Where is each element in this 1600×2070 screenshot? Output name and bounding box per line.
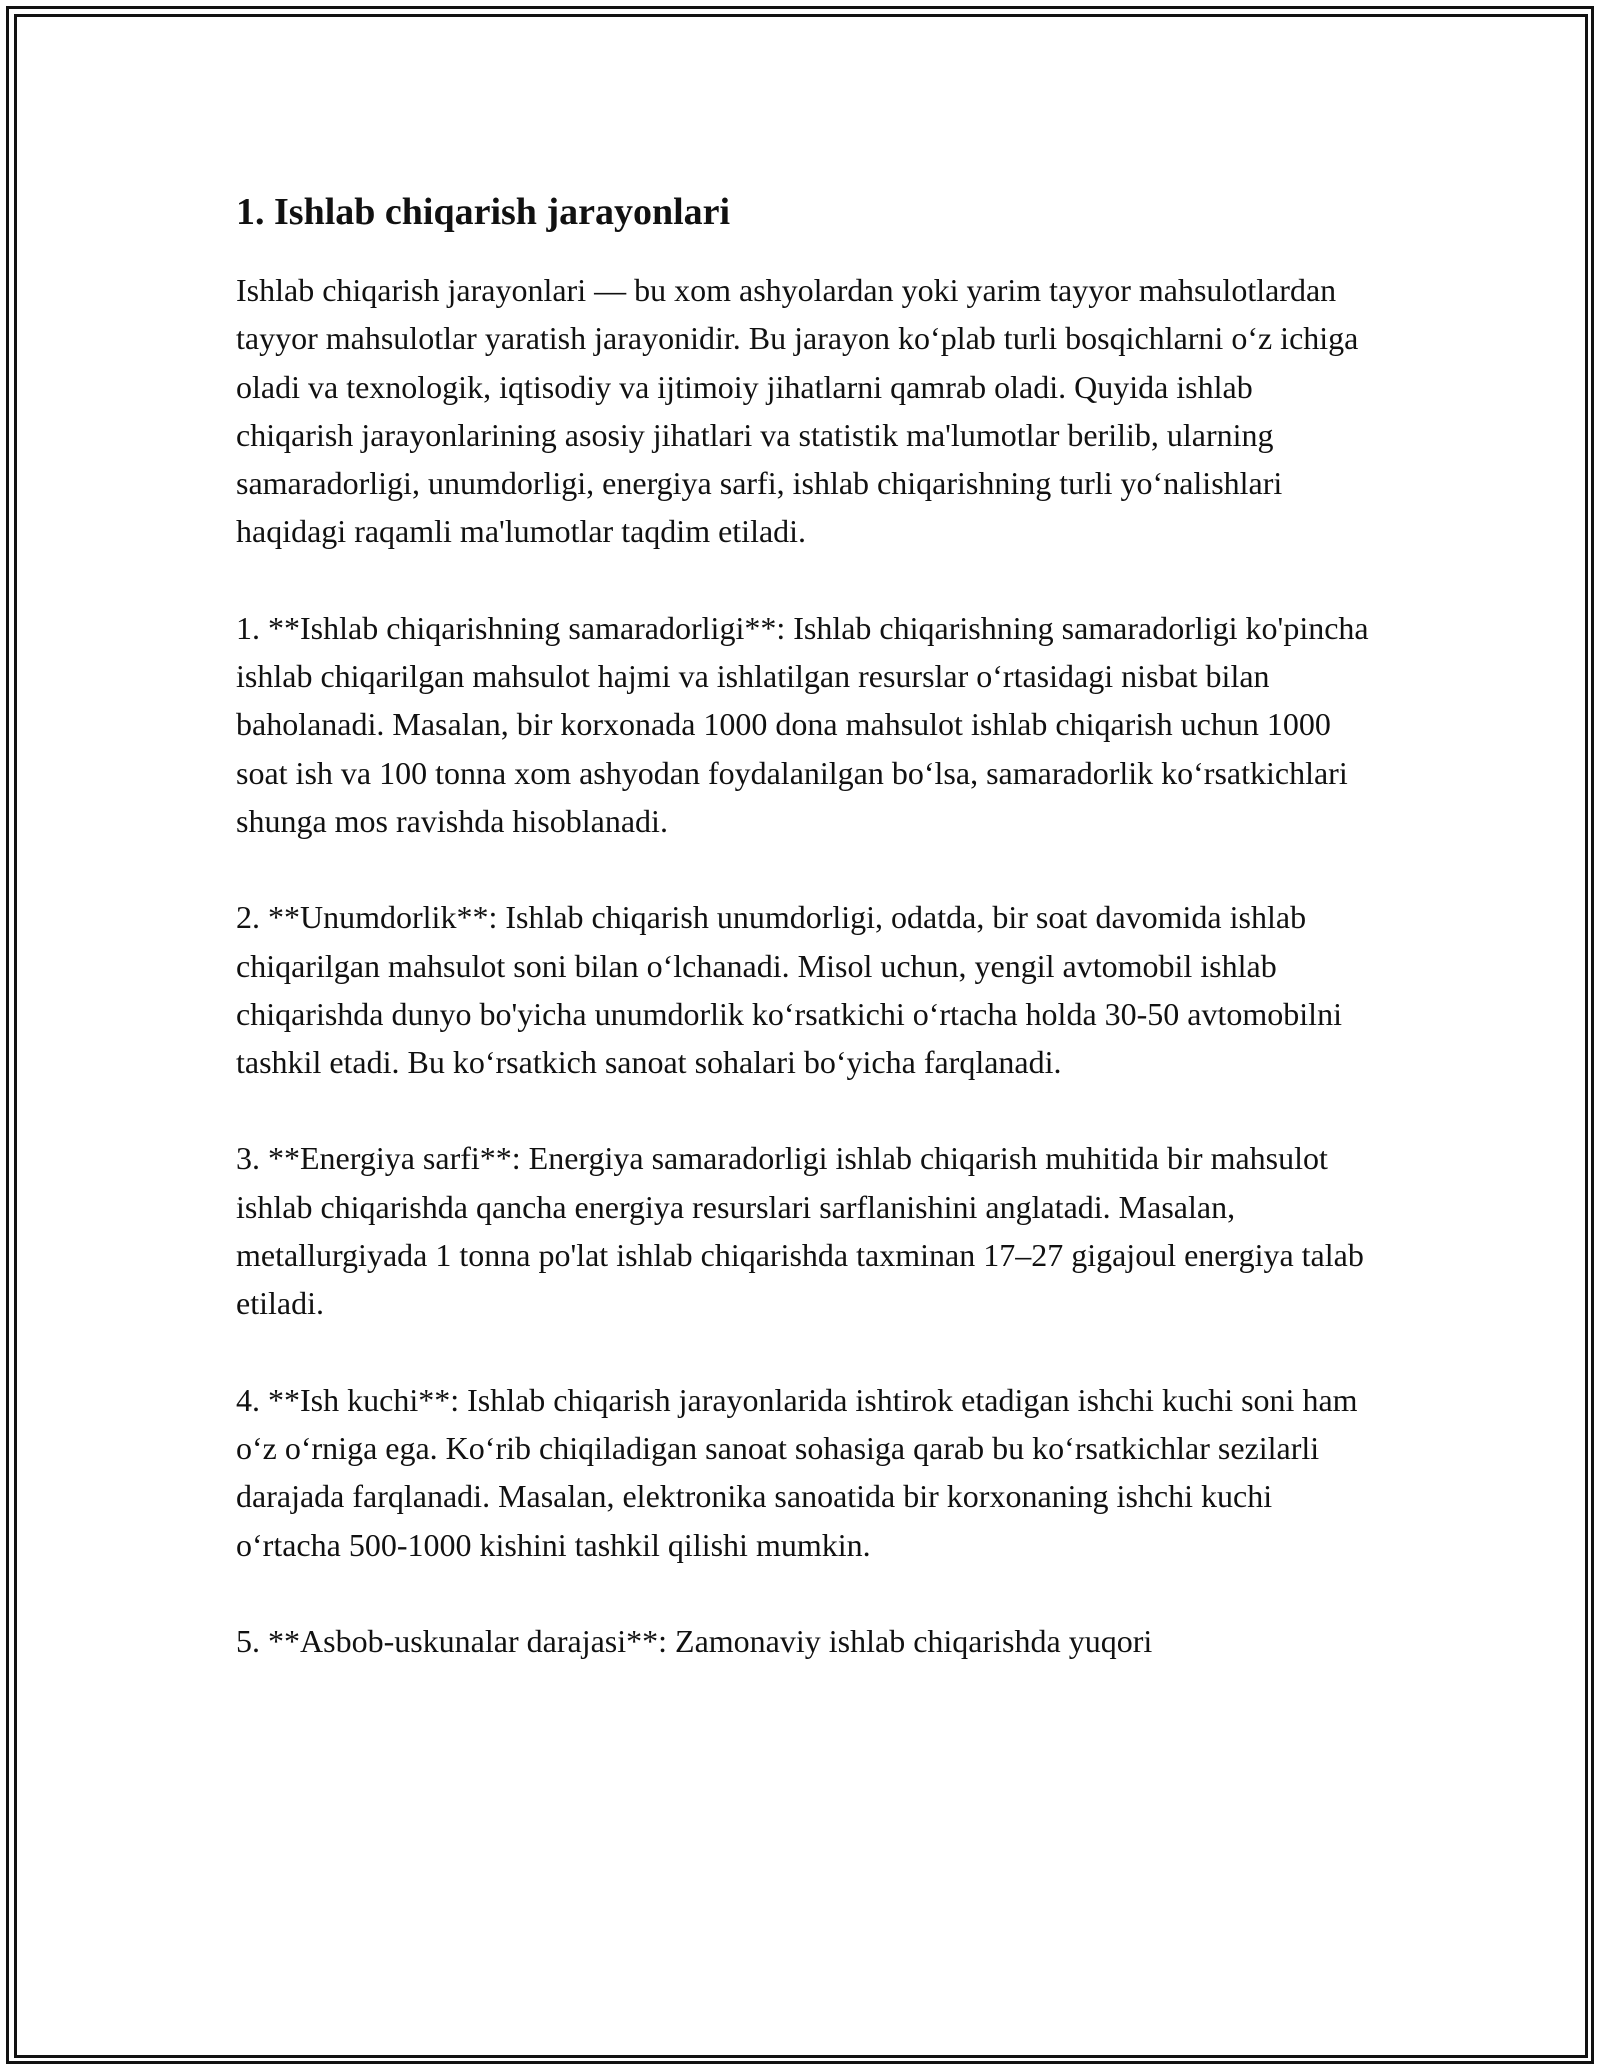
item-energy-paragraph: 3. **Energiya sarfi**: Energiya samaradorligi ishlab chiqarish muhitida bir mahsulot ishlab chiqarishda qancha energiya resurslari sarflanishini anglatadi. Masalan, metallurgiyada 1 tonna po'lat ishlab chiqarishda taxminan 17–27 gigajoul energiya talab etiladi. (236, 1140, 1364, 1322)
item-efficiency-paragraph: 1. **Ishlab chiqarishning samaradorligi**: Ishlab chiqarishning samaradorligi ko'pincha ishlab chiqarilgan mahsulot hajmi va ishlatilgan resurslar o‘rtasidagi nisbat bilan baholanadi. Masalan, bir korxonada 1000 dona mahsulot ishlab chiqarish uchun 1000 soat ish va 100 tonna xom ashyodan foydalanilgan bo‘lsa, samaradorlik ko‘rsatkichlari shunga mos ravishda hisoblanadi. (236, 609, 1369, 839)
document-body (236, 186, 1376, 1713)
item-equipment-paragraph: 5. **Asbob-uskunalar darajasi**: Zamonaviy ishlab chiqarishda yuqori (236, 1622, 1153, 1659)
section-heading: 1. Ishlab chiqarish jarayonlari (236, 191, 731, 233)
item-productivity-paragraph: 2. **Unumdorlik**: Ishlab chiqarish unumdorligi, odatda, bir soat davomida ishlab chiqarilgan mahsulot soni bilan o‘lchanadi. Misol uchun, yengil avtomobil ishlab chiqarishda dunyo bo'yicha unumdorlik ko‘rsatkichi o‘rtacha holda 30-50 avtomobilni tashkil etadi. Bu ko‘rsatkich sanoat sohalari bo‘yicha farqlanadi. (236, 899, 1342, 1081)
intro-paragraph: Ishlab chiqarish jarayonlari — bu xom ashyolardan yoki yarim tayyor mahsulotlardan tayyor mahsulotlar yaratish jarayonidir. Bu jarayon ko‘plab turli bosqichlarni o‘z ichiga oladi va texnologik, iqtisodiy va ijtimoiy jihatlarni qamrab oladi. Quyida ishlab chiqarish jarayonlarining asosiy jihatlari va statistik ma'lumotlar berilib, ularning samaradorligi, unumdorligi, energiya sarfi, ishlab chiqarishning turli yo‘nalishlari haqidagi raqamli ma'lumotlar taqdim etiladi. (236, 272, 1359, 550)
item-workforce-paragraph: 4. **Ish kuchi**: Ishlab chiqarish jarayonlarida ishtirok etadigan ishchi kuchi soni ham o‘z o‘rniga ega. Ko‘rib chiqiladigan sanoat sohasiga qarab bu ko‘rsatkichlar sezilarli darajada farqlanadi. Masalan, elektronika sanoatida bir korxonaning ishchi kuchi o‘rtacha 500-1000 kishini tashkil qilishi mumkin. (236, 1381, 1358, 1563)
